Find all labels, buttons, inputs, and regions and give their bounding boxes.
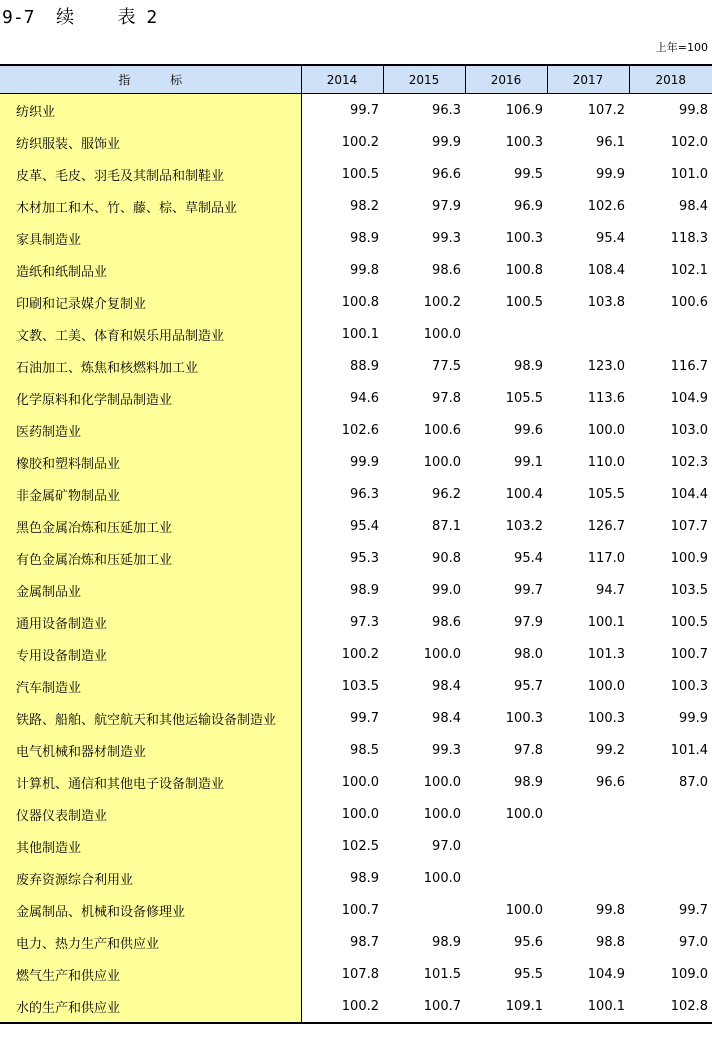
table-row [0,894,712,926]
value-cell-2014: 88.9 [350,358,379,374]
column-header-2015: 2015 [383,65,465,94]
value-cell-2015: 77.5 [432,358,461,374]
value-cell-2018: 99.7 [679,902,708,918]
value-cell-2016: 95.7 [514,678,543,694]
value-cell-2018 [629,830,712,862]
row-label: 文教、工美、体育和娱乐用品制造业 [0,318,301,350]
value-cell-2018: 101.4 [670,742,708,758]
column-header-2014: 2014 [301,65,383,94]
value-cell-2014: 95.4 [350,518,379,534]
value-cell-2014: 100.7 [341,902,379,918]
value-cell-2015: 97.8 [432,390,461,406]
value-cell-2017: 100.1 [547,990,629,1023]
row-label: 其他制造业 [0,830,301,862]
value-cell-2016: 97.9 [514,614,543,630]
value-cell-2017: 102.6 [587,198,625,214]
table-row [0,862,712,894]
value-cell-2015: 100.0 [423,646,461,662]
value-cell-2017: 100.0 [587,678,625,694]
value-cell-2015: 98.6 [432,262,461,278]
row-label: 燃气生产和供应业 [0,958,301,990]
value-cell-2016: 109.1 [465,990,547,1023]
table-row [0,190,712,222]
value-cell-2016 [465,318,547,350]
table-row [0,830,712,862]
value-cell-2016: 103.2 [505,518,543,534]
column-header-indicator: 指 标 [0,65,301,94]
table-row [0,702,712,734]
row-label: 造纸和纸制品业 [0,254,301,286]
row-label: 橡胶和塑料制品业 [0,446,301,478]
row-label: 黑色金属冶炼和压延加工业 [0,510,301,542]
value-cell-2015: 99.3 [432,742,461,758]
value-cell-2016: 99.5 [514,166,543,182]
value-cell-2014: 97.3 [350,614,379,630]
value-cell-2016: 98.9 [514,358,543,374]
value-cell-2017: 105.5 [587,486,625,502]
table-row [0,638,712,670]
value-cell-2017: 123.0 [587,358,625,374]
value-cell-2014: 100.2 [341,646,379,662]
value-cell-2017 [547,798,629,830]
value-cell-2017: 103.8 [587,294,625,310]
value-cell-2014: 99.7 [350,102,379,118]
value-cell-2016: 99.6 [514,422,543,438]
page-title: 9-7 续 表 2 [2,7,158,28]
value-cell-2015: 101.5 [423,966,461,982]
value-cell-2016 [465,862,547,894]
table-row [0,414,712,446]
value-cell-2017: 104.9 [587,966,625,982]
table-row [0,606,712,638]
header-row [0,65,712,94]
table-row [0,478,712,510]
row-label: 废弃资源综合利用业 [0,862,301,894]
value-cell-2018: 98.4 [679,198,708,214]
value-cell-2015: 96.2 [432,486,461,502]
column-header-2016: 2016 [465,65,547,94]
row-label: 金属制品、机械和设备修理业 [0,894,301,926]
value-cell-2014: 100.2 [341,134,379,150]
value-cell-2017: 100.1 [587,614,625,630]
value-cell-2016: 95.4 [514,550,543,566]
value-cell-2016: 98.0 [514,646,543,662]
value-cell-2017: 99.2 [596,742,625,758]
value-cell-2017: 96.1 [596,134,625,150]
table-row [0,766,712,798]
value-cell-2017: 99.8 [596,902,625,918]
value-cell-2017 [547,318,629,350]
value-cell-2016: 100.0 [505,806,543,822]
value-cell-2015: 100.0 [423,806,461,822]
value-cell-2015: 98.4 [432,710,461,726]
value-cell-2015: 99.3 [432,230,461,246]
table-row [0,926,712,958]
row-label: 计算机、通信和其他电子设备制造业 [0,766,301,798]
table-row [0,158,712,190]
row-label: 专用设备制造业 [0,638,301,670]
value-cell-2015: 98.6 [432,614,461,630]
table-row [0,222,712,254]
value-cell-2015: 98.9 [432,934,461,950]
value-cell-2017: 98.8 [596,934,625,950]
value-cell-2018: 100.9 [670,550,708,566]
value-cell-2015: 100.6 [423,422,461,438]
value-cell-2014: 100.8 [341,294,379,310]
value-cell-2018 [629,318,712,350]
value-cell-2017: 100.3 [587,710,625,726]
value-cell-2016: 106.9 [505,102,543,118]
value-cell-2015: 96.3 [432,102,461,118]
value-cell-2014: 99.8 [350,262,379,278]
row-label: 通用设备制造业 [0,606,301,638]
row-label: 纺织服装、服饰业 [0,126,301,158]
row-label: 电气机械和器材制造业 [0,734,301,766]
value-cell-2018 [629,862,712,894]
table-row [0,798,712,830]
value-cell-2017 [547,830,629,862]
row-label: 化学原料和化学制品制造业 [0,382,301,414]
value-cell-2015: 87.1 [432,518,461,534]
value-cell-2018: 118.3 [670,230,708,246]
value-cell-2018: 99.9 [679,710,708,726]
value-cell-2015: 100.0 [423,326,461,342]
value-cell-2016: 100.4 [505,486,543,502]
row-label: 木材加工和木、竹、藤、棕、草制品业 [0,190,301,222]
value-cell-2015: 99.9 [432,134,461,150]
table-row [0,734,712,766]
value-cell-2014: 107.8 [341,966,379,982]
value-cell-2018: 104.9 [670,390,708,406]
value-cell-2015: 97.9 [432,198,461,214]
value-cell-2015: 100.7 [383,990,465,1023]
column-header-2017: 2017 [547,65,629,94]
column-header-2018: 2018 [629,65,712,94]
data-table [0,64,712,1024]
value-cell-2016: 97.8 [514,742,543,758]
value-cell-2016: 99.1 [514,454,543,470]
value-cell-2018: 107.7 [670,518,708,534]
value-cell-2016: 95.6 [514,934,543,950]
value-cell-2014: 99.9 [350,454,379,470]
value-cell-2018: 101.0 [670,166,708,182]
value-cell-2018: 102.8 [629,990,712,1023]
value-cell-2018: 103.5 [670,582,708,598]
value-cell-2014: 98.9 [350,230,379,246]
value-cell-2018: 116.7 [670,358,708,374]
value-cell-2018: 100.7 [670,646,708,662]
value-cell-2016: 98.9 [514,774,543,790]
value-cell-2017: 96.6 [596,774,625,790]
table-row [0,94,712,127]
value-cell-2018: 102.1 [670,262,708,278]
value-cell-2017: 110.0 [587,454,625,470]
value-cell-2014: 98.2 [350,198,379,214]
table-row [0,382,712,414]
row-label: 医药制造业 [0,414,301,446]
table-row [0,446,712,478]
value-cell-2015: 100.0 [423,870,461,886]
value-cell-2014: 94.6 [350,390,379,406]
value-cell-2017: 95.4 [596,230,625,246]
value-cell-2014: 98.9 [350,582,379,598]
table-row [0,990,712,1023]
value-cell-2016: 100.3 [505,134,543,150]
row-label: 家具制造业 [0,222,301,254]
value-cell-2014: 102.5 [341,838,379,854]
value-cell-2017: 113.6 [587,390,625,406]
value-cell-2015: 98.4 [432,678,461,694]
row-label: 电力、热力生产和供应业 [0,926,301,958]
value-cell-2015: 100.2 [423,294,461,310]
value-cell-2016: 100.3 [505,710,543,726]
value-cell-2015: 100.0 [423,774,461,790]
table-row [0,542,712,574]
value-cell-2018: 97.0 [679,934,708,950]
value-cell-2016: 99.7 [514,582,543,598]
table-row [0,254,712,286]
value-cell-2014: 100.2 [301,990,383,1023]
value-cell-2014: 95.3 [350,550,379,566]
value-cell-2014: 98.7 [350,934,379,950]
table-row [0,350,712,382]
row-label: 皮革、毛皮、羽毛及其制品和制鞋业 [0,158,301,190]
table-row [0,510,712,542]
value-cell-2015: 90.8 [432,550,461,566]
value-cell-2016: 100.8 [505,262,543,278]
row-label: 水的生产和供应业 [0,990,301,1023]
value-cell-2016: 96.9 [514,198,543,214]
value-cell-2017: 100.0 [587,422,625,438]
table-row [0,958,712,990]
row-label: 有色金属冶炼和压延加工业 [0,542,301,574]
value-cell-2018: 109.0 [670,966,708,982]
value-cell-2017: 126.7 [587,518,625,534]
row-label: 汽车制造业 [0,670,301,702]
value-cell-2014: 103.5 [341,678,379,694]
value-cell-2014: 100.5 [341,166,379,182]
value-cell-2016 [465,830,547,862]
row-label: 仪器仪表制造业 [0,798,301,830]
value-cell-2018: 100.3 [670,678,708,694]
value-cell-2014: 100.0 [341,806,379,822]
value-cell-2017: 101.3 [587,646,625,662]
row-label: 石油加工、炼焦和核燃料加工业 [0,350,301,382]
value-cell-2018: 102.0 [670,134,708,150]
value-cell-2014: 102.6 [341,422,379,438]
value-cell-2018: 102.3 [670,454,708,470]
row-label: 非金属矿物制品业 [0,478,301,510]
value-cell-2014: 99.7 [350,710,379,726]
value-cell-2014: 98.5 [350,742,379,758]
row-label: 印刷和记录媒介复制业 [0,286,301,318]
value-cell-2014: 96.3 [350,486,379,502]
value-cell-2014: 100.1 [341,326,379,342]
value-cell-2016: 95.5 [514,966,543,982]
value-cell-2015: 100.0 [423,454,461,470]
row-label: 金属制品业 [0,574,301,606]
value-cell-2015: 96.6 [432,166,461,182]
value-cell-2017: 99.9 [596,166,625,182]
value-cell-2017 [547,862,629,894]
value-cell-2016: 100.0 [505,902,543,918]
row-label: 纺织业 [0,94,301,127]
value-cell-2015 [383,894,465,926]
value-cell-2018: 103.0 [670,422,708,438]
value-cell-2017: 108.4 [587,262,625,278]
value-cell-2018: 99.8 [679,102,708,118]
table-row [0,126,712,158]
value-cell-2016: 105.5 [505,390,543,406]
value-cell-2015: 99.0 [432,582,461,598]
value-cell-2015: 97.0 [432,838,461,854]
row-label: 铁路、船舶、航空航天和其他运输设备制造业 [0,702,301,734]
value-cell-2016: 100.5 [505,294,543,310]
value-cell-2017: 94.7 [596,582,625,598]
table-row [0,286,712,318]
value-cell-2017: 107.2 [587,102,625,118]
unit-note: 上年=100 [655,41,708,54]
value-cell-2018: 87.0 [679,774,708,790]
table-row [0,670,712,702]
table-body [0,94,712,1024]
value-cell-2018 [629,798,712,830]
value-cell-2017: 117.0 [587,550,625,566]
value-cell-2018: 100.6 [670,294,708,310]
value-cell-2014: 98.9 [350,870,379,886]
value-cell-2016: 100.3 [505,230,543,246]
table-row [0,574,712,606]
table-row [0,318,712,350]
value-cell-2014: 100.0 [341,774,379,790]
value-cell-2018: 104.4 [670,486,708,502]
value-cell-2018: 100.5 [670,614,708,630]
